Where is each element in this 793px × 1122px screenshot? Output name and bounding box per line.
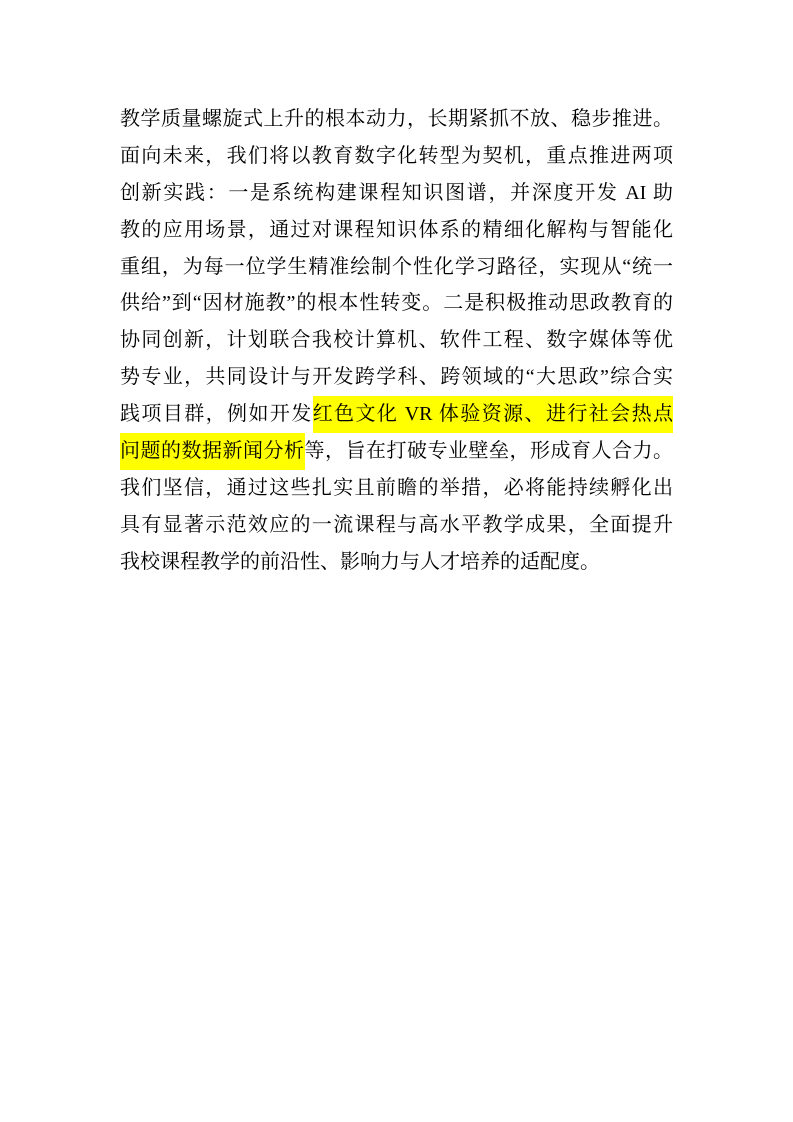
text-line [120, 433, 673, 470]
text-segment: 教学质量螺旋式上升的根本动力，长期紧抓不放、稳步推进。 [120, 108, 673, 130]
text-line [120, 544, 673, 581]
text-segment: 等，旨在打破专业壁垒，形成育人合力。 [304, 440, 673, 463]
text-line [120, 101, 673, 138]
text-line [120, 396, 673, 433]
text-segment: 践项目群，例如开发 [120, 403, 313, 426]
text-segment: 重组，为每一位学生精准绘制个性化学习路径，实现从“统一 [120, 255, 673, 278]
text-segment: 我们坚信，通过这些扎实且前瞻的举措，必将能持续孵化出 [120, 476, 673, 499]
text-segment: 面向未来，我们将以教育数字化转型为契机，重点推进两项 [120, 144, 673, 167]
paragraph-text [120, 101, 673, 581]
text-line [120, 285, 673, 322]
text-line [120, 322, 673, 359]
text-segment: 创新实践：一是系统构建课程知识图谱，并深度开发 AI 助 [120, 181, 673, 204]
text-segment: 协同创新，计划联合我校计算机、软件工程、数字媒体等优 [120, 329, 673, 352]
text-line [120, 470, 673, 507]
highlighted-text: 红色文化 VR 体验资源、进行社会热点 [313, 396, 673, 433]
text-segment: 我校课程教学的前沿性、影响力与人才培养的适配度。 [120, 550, 600, 573]
text-segment: 具有显著示范效应的一流课程与高水平教学成果，全面提升 [120, 513, 673, 536]
text-segment: 教的应用场景，通过对课程知识体系的精细化解构与智能化 [120, 218, 673, 241]
text-line [120, 212, 673, 249]
text-segment: 供给”到“因材施教”的根本性转变。二是积极推动思政教育的 [120, 292, 673, 315]
text-line [120, 507, 673, 544]
text-line [120, 138, 673, 175]
text-segment: 势专业，共同设计与开发跨学科、跨领域的“大思政”综合实 [120, 366, 673, 389]
text-line [120, 249, 673, 286]
highlighted-text: 问题的数据新闻分析 [120, 433, 305, 470]
text-line [120, 359, 673, 396]
text-line [120, 175, 673, 212]
